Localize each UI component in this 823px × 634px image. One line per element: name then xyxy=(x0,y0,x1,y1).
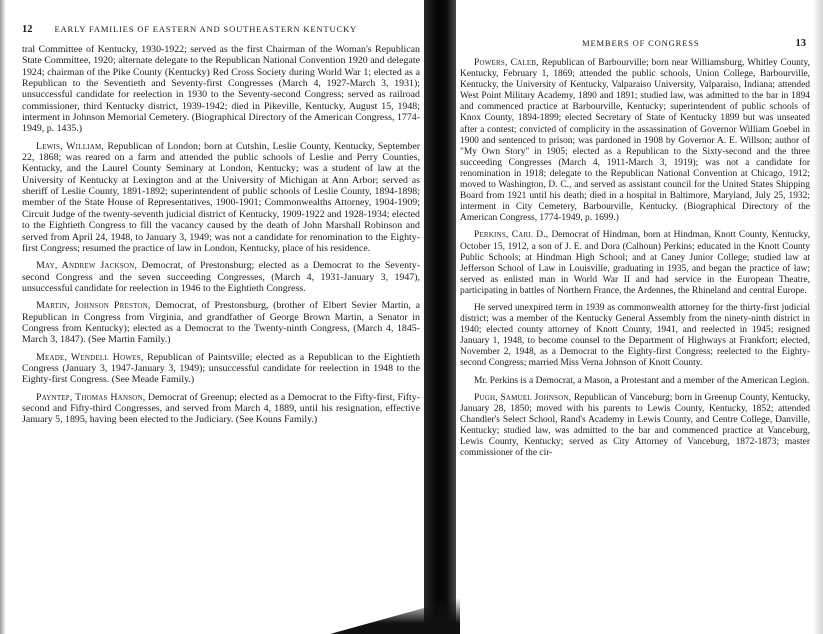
entry-text: Republican of Vanceburg; born in Greenup County, Kentucky, January 28, 1850; moved with his parents to Lewis County, Kentucky, 1852; attended Chandler's Select School, Rand's Academy in Lewis County, and Centre College, Danville, Kentucky; studied law, was admitted to the bar and commenced practice at Vanceburg, Lewis County, Kentucky; served as City Attorney of Vanceburg, 1872-1873; master commissioner of the cir- xyxy=(460,392,810,459)
right-running-title: MEMBERS OF CONGRESS xyxy=(582,38,700,48)
entry-text: He served unexpired term in 1939 as commonwealth attorney for the thirty-first judicial district; was a member of the Kentucky General Assembly from the ninety-ninth district in 1940; elected county attorney of Knott County, 1941, and reelected in 1945; resigned January 1, 1948, to become counsel to the Department of Highways at Frankfort; elected, November 2, 1948, as a Democrat to the Eighty-first Congress; reelected to the Eighty-second Congress; married Miss Verna Johnson of Knott County. xyxy=(460,302,810,369)
biography-entry xyxy=(22,352,420,386)
entry-name: Pugh, Samuel Johnson, xyxy=(474,392,572,403)
entry-text: Democrat, of Prestonsburg, (brother of Elbert Sevier Martin, a Republican in Congress from Virginia, and grandfather of George Brown Martin, a Senator in Congress from Kentucky); elected as a Democrat to the Twenty-ninth Congress, (March 4, 1845-March 3, 1847). (See Martin Family.) xyxy=(22,300,420,346)
entry-text: tral Committee of Kentucky, 1930-1922; served as the first Chairman of the Woman's Republican State Committee, 1920; alternate delegate to the Republican National Convention 1920 and delegate 1924; chairman of the Pike County (Kentucky) Red Cross Society during World War 1; elected as a Republican to the Seventieth and Seventy-first Congresses (March 4, 1927-March 3, 1931); unsuccessful candidate for reelection in 1930 to the Seventy-second Congress; served as railroad commissioner, third Kentucky district, 1939-1942; died in Pikeville, Kentucky, August 15, 1948; interment in Johnson Memorial Cemetery. (Biographical Directory of the American Congress, 1774-1949, p. 1435.) xyxy=(22,44,420,135)
entry-name: Powers, Caleb, xyxy=(474,58,539,68)
right-running-head xyxy=(460,38,810,49)
entry-text: Republican of Barbourville; born near Williamsburg, Whitley County, Kentucky, February 1, 1869; attended the public schools, Union College, Barbourville, Kentucky, the University of Kentucky, Valparaiso University, Valparaiso, Indiana; attended West Point Military Academy, 1890 and 1891; studied law, was admitted to the bar in 1894 and commenced practice at Barbourville, Kentucky; superintendent of public schools of Knox County, 1894-1899; elected Secretary of State of Kentucky 1899 but was unseated after a contest; convicted of complicity in the assassination of Governor William Goebel in 1900 and sentenced to prison; was pardoned in 1908 by Governor A. E. Willson; author of "My Own Story" in 1905; elected as a Republican to the Sixty-second and the three succeeding Congresses (March 4, 1911-March 3, 1919); was not a candidate for renomination in 1918; delegate to the Republican National Convention at Chicago, 1912; moved to Washington, D. C., and served as assistant council for the United States Shipping Board from 1921 until his death; died in a hospital in Baltimore, Maryland, July 25, 1932; interment in City Cemetery, Barbourville, Kentucky. (Biographical Directory of the American Congress, 1774-1949, p. 1699.) xyxy=(460,58,810,224)
biography-entry xyxy=(22,260,420,294)
biography-entry xyxy=(22,141,420,254)
left-running-head xyxy=(22,24,420,35)
entry-name: Lewis, William, xyxy=(36,140,105,152)
book-gutter xyxy=(424,0,456,634)
biography-entry xyxy=(22,392,420,426)
biography-entry xyxy=(22,44,420,135)
right-page-edge-shadow xyxy=(813,0,823,634)
biography-entry xyxy=(460,58,810,224)
left-page-number: 12 xyxy=(22,24,33,35)
biography-entry xyxy=(460,230,810,297)
right-page-number: 13 xyxy=(795,38,806,49)
entry-text: Mr. Perkins is a Democrat, a Mason, a Protestant and a member of the American Legion. xyxy=(474,375,810,386)
entry-text: Republican of Paintsville; elected as a Republican to the Eightieth Congress (January 3, 1947-January 3, 1949); unsuccessful candidate for reelection in 1948 to the Eighty-first Congress. (See Meade Family.) xyxy=(22,351,421,386)
entry-name: Payntep, Thomas Hanson, xyxy=(36,391,146,403)
entry-text: Democrat of Hindman, born at Hindman, Knott County, Kentucky, October 15, 1912, a son of J. E. and Dora (Calhoun) Perkins; educated in the Knott County Public Schools; at Hindman High School; and at Caney Junior College; studied law at Jefferson School of Law in Louisville, graduating in 1935, and began the practice of law; served as enlisted man in World War II and had service in the European Theatre, participating in battles of Northern France, the Ardennes, the Rhineland and central Europe. xyxy=(460,230,810,296)
left-page xyxy=(22,24,420,432)
entry-text: Democrat of Greenup; elected as a Democrat to the Fifty-first, Fifty-second and Fifty-third Congresses, and served from March 4, 1889, until his resignation, effective January 5, 1895, having been elected to the Judiciary. (See Kouns Family.) xyxy=(22,391,420,426)
right-page xyxy=(460,26,810,465)
entry-name: Meade, Wendell Howes, xyxy=(36,351,144,363)
biography-entry xyxy=(22,300,420,345)
left-page-edge-shadow xyxy=(0,0,6,634)
entry-name: Martin, Johnson Preston, xyxy=(36,300,151,312)
entry-text: Democrat, of Prestonsburg; elected as a Democrat to the Seventy-second Congress and the seven succeeding Congresses, (March 4, 1931-January 3, 1947), unsuccessful candidate for reelection in 1946 to the Eightieth Congress. xyxy=(22,260,420,294)
entry-text: Republican of London; born at Cutshin, Leslie County, Kentucky, September 22, 1868; was reared on a farm and attended the public schools of Leslie and Perry Counties, Kentucky, and the Laurel County Seminary at London, Kentucky; was a student of law at the University of Kentucky at Lexington and at the University of Michigan at Ann Arbor; served as sheriff of Leslie County, 1891-1892; superintendent of public schools of Leslie County, 1894-1898; member of the State House of Representatives, 1900-1901; Commonwealths Attorney, 1904-1909; Circuit Judge of the twenty-seventh judicial district of Kentucky, 1909-1922 and 1928-1934; elected to the Eightieth Congress to fill the vacancy caused by the death of John Marshall Robinson and served from April 24, 1948, to January 3, 1949; was not a candidate for renomination to the Eighty-first Congress; resumed the practice of law in London, Kentucky, place of his residence. xyxy=(22,140,420,254)
entry-name: Perkins, Carl D., xyxy=(474,230,549,241)
gutter-bottom-shadow xyxy=(330,598,460,634)
biography-entry xyxy=(460,393,810,460)
left-running-title: EARLY FAMILIES OF EASTERN AND SOUTHEASTERN KENTUCKY xyxy=(54,24,358,34)
biography-paragraph xyxy=(460,303,810,370)
biography-paragraph xyxy=(460,376,810,387)
entry-name: May, Andrew Jackson, xyxy=(36,260,138,272)
